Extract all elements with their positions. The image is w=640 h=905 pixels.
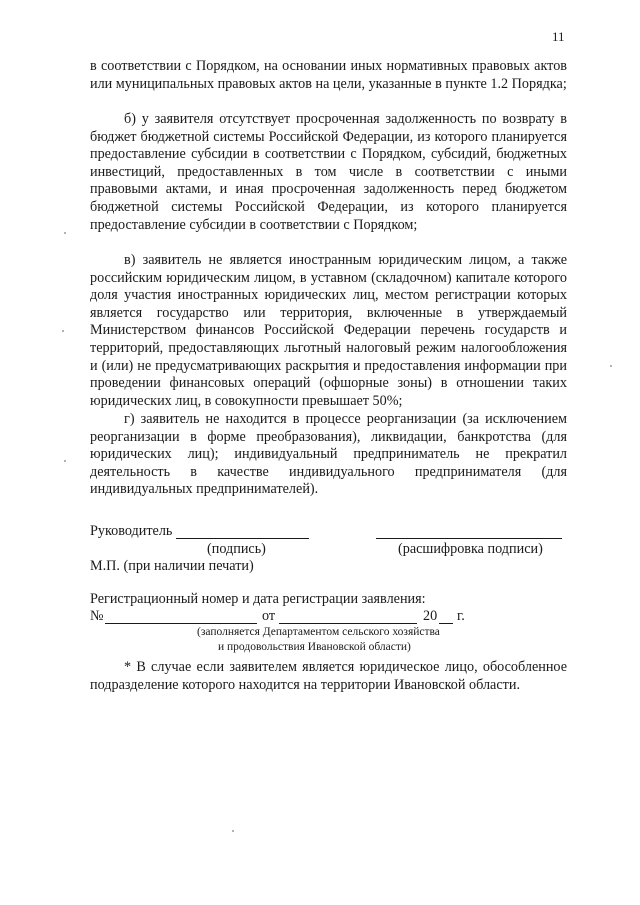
registration-note-line2: и продовольствия Ивановской области) (218, 641, 411, 653)
paragraph-g: г) заявитель не находится в процессе реорганизации (за исключением реорганизации в форме преобразования), ликвидации, банкротства (для юридических лиц); индивидуальный предприниматель не прекратил деятельность в качестве индивидуального предпринимателя (для индивидуальных предпринимателей). (90, 411, 567, 498)
footnote: * В случае если заявителем является юридическое лицо, обособленное подразделение которого находится на территории Ивановской области. (90, 659, 567, 693)
stamp-label: М.П. (при наличии печати) (90, 558, 254, 574)
signature-line (176, 538, 309, 539)
scan-speck (610, 365, 612, 367)
registration-date-line (279, 623, 417, 624)
decoding-caption: (расшифровка подписи) (398, 541, 543, 557)
registration-number-line (105, 623, 257, 624)
year-prefix: 20 (423, 608, 438, 624)
registration-heading: Регистрационный номер и дата регистрации заявления: (90, 591, 426, 607)
signature-caption: (подпись) (207, 541, 266, 557)
year-line (439, 623, 453, 624)
scan-speck (64, 460, 66, 462)
decoding-line (376, 538, 562, 539)
scan-speck (232, 830, 234, 832)
scan-speck (62, 330, 64, 332)
registration-note-line1: (заполняется Департаментом сельского хозяйства (197, 626, 440, 638)
number-sign: № (90, 608, 104, 624)
page-number: 11 (552, 29, 565, 44)
paragraph-b: б) у заявителя отсутствует просроченная задолженность по возврату в бюджет бюджетной системы Российской Федерации, из которого планируется предоставление субсидии в соответствии с Порядком, субсидий, бюджетных инвестиций, предоставленных в том числе в соответствии с иными правовыми актами, и иная просроченная задолженность перед бюджетом бюджетной системы Российской Федерации, из которого планируется предоставление субсидии в соответствии с Порядком; (90, 111, 567, 233)
head-label: Руководитель (90, 523, 173, 539)
scan-speck (64, 232, 66, 234)
year-suffix: г. (457, 608, 465, 624)
from-label: от (262, 608, 276, 624)
paragraph-v: в) заявитель не является иностранным юридическим лицом, а также российским юридическим лицом, в уставном (складочном) капитале которого доля участия иностранных юридических лиц, местом регистрации которых является государство или территория, включенные в утверждаемый Министерством финансов Российской Федерации перечень государств и территорий, предоставляющих льготный налоговый режим налогообложения и (или) не предусматривающих раскрытия и предоставления информации при проведении финансовых операций (офшорные зоны) в отношении таких юридических лиц, в совокупности превышает 50%; (90, 252, 567, 409)
paragraph-continuation: в соответствии с Порядком, на основании иных нормативных правовых актов или муниципальных правовых актов на цели, указанные в пункте 1.2 Порядка; (90, 58, 567, 92)
